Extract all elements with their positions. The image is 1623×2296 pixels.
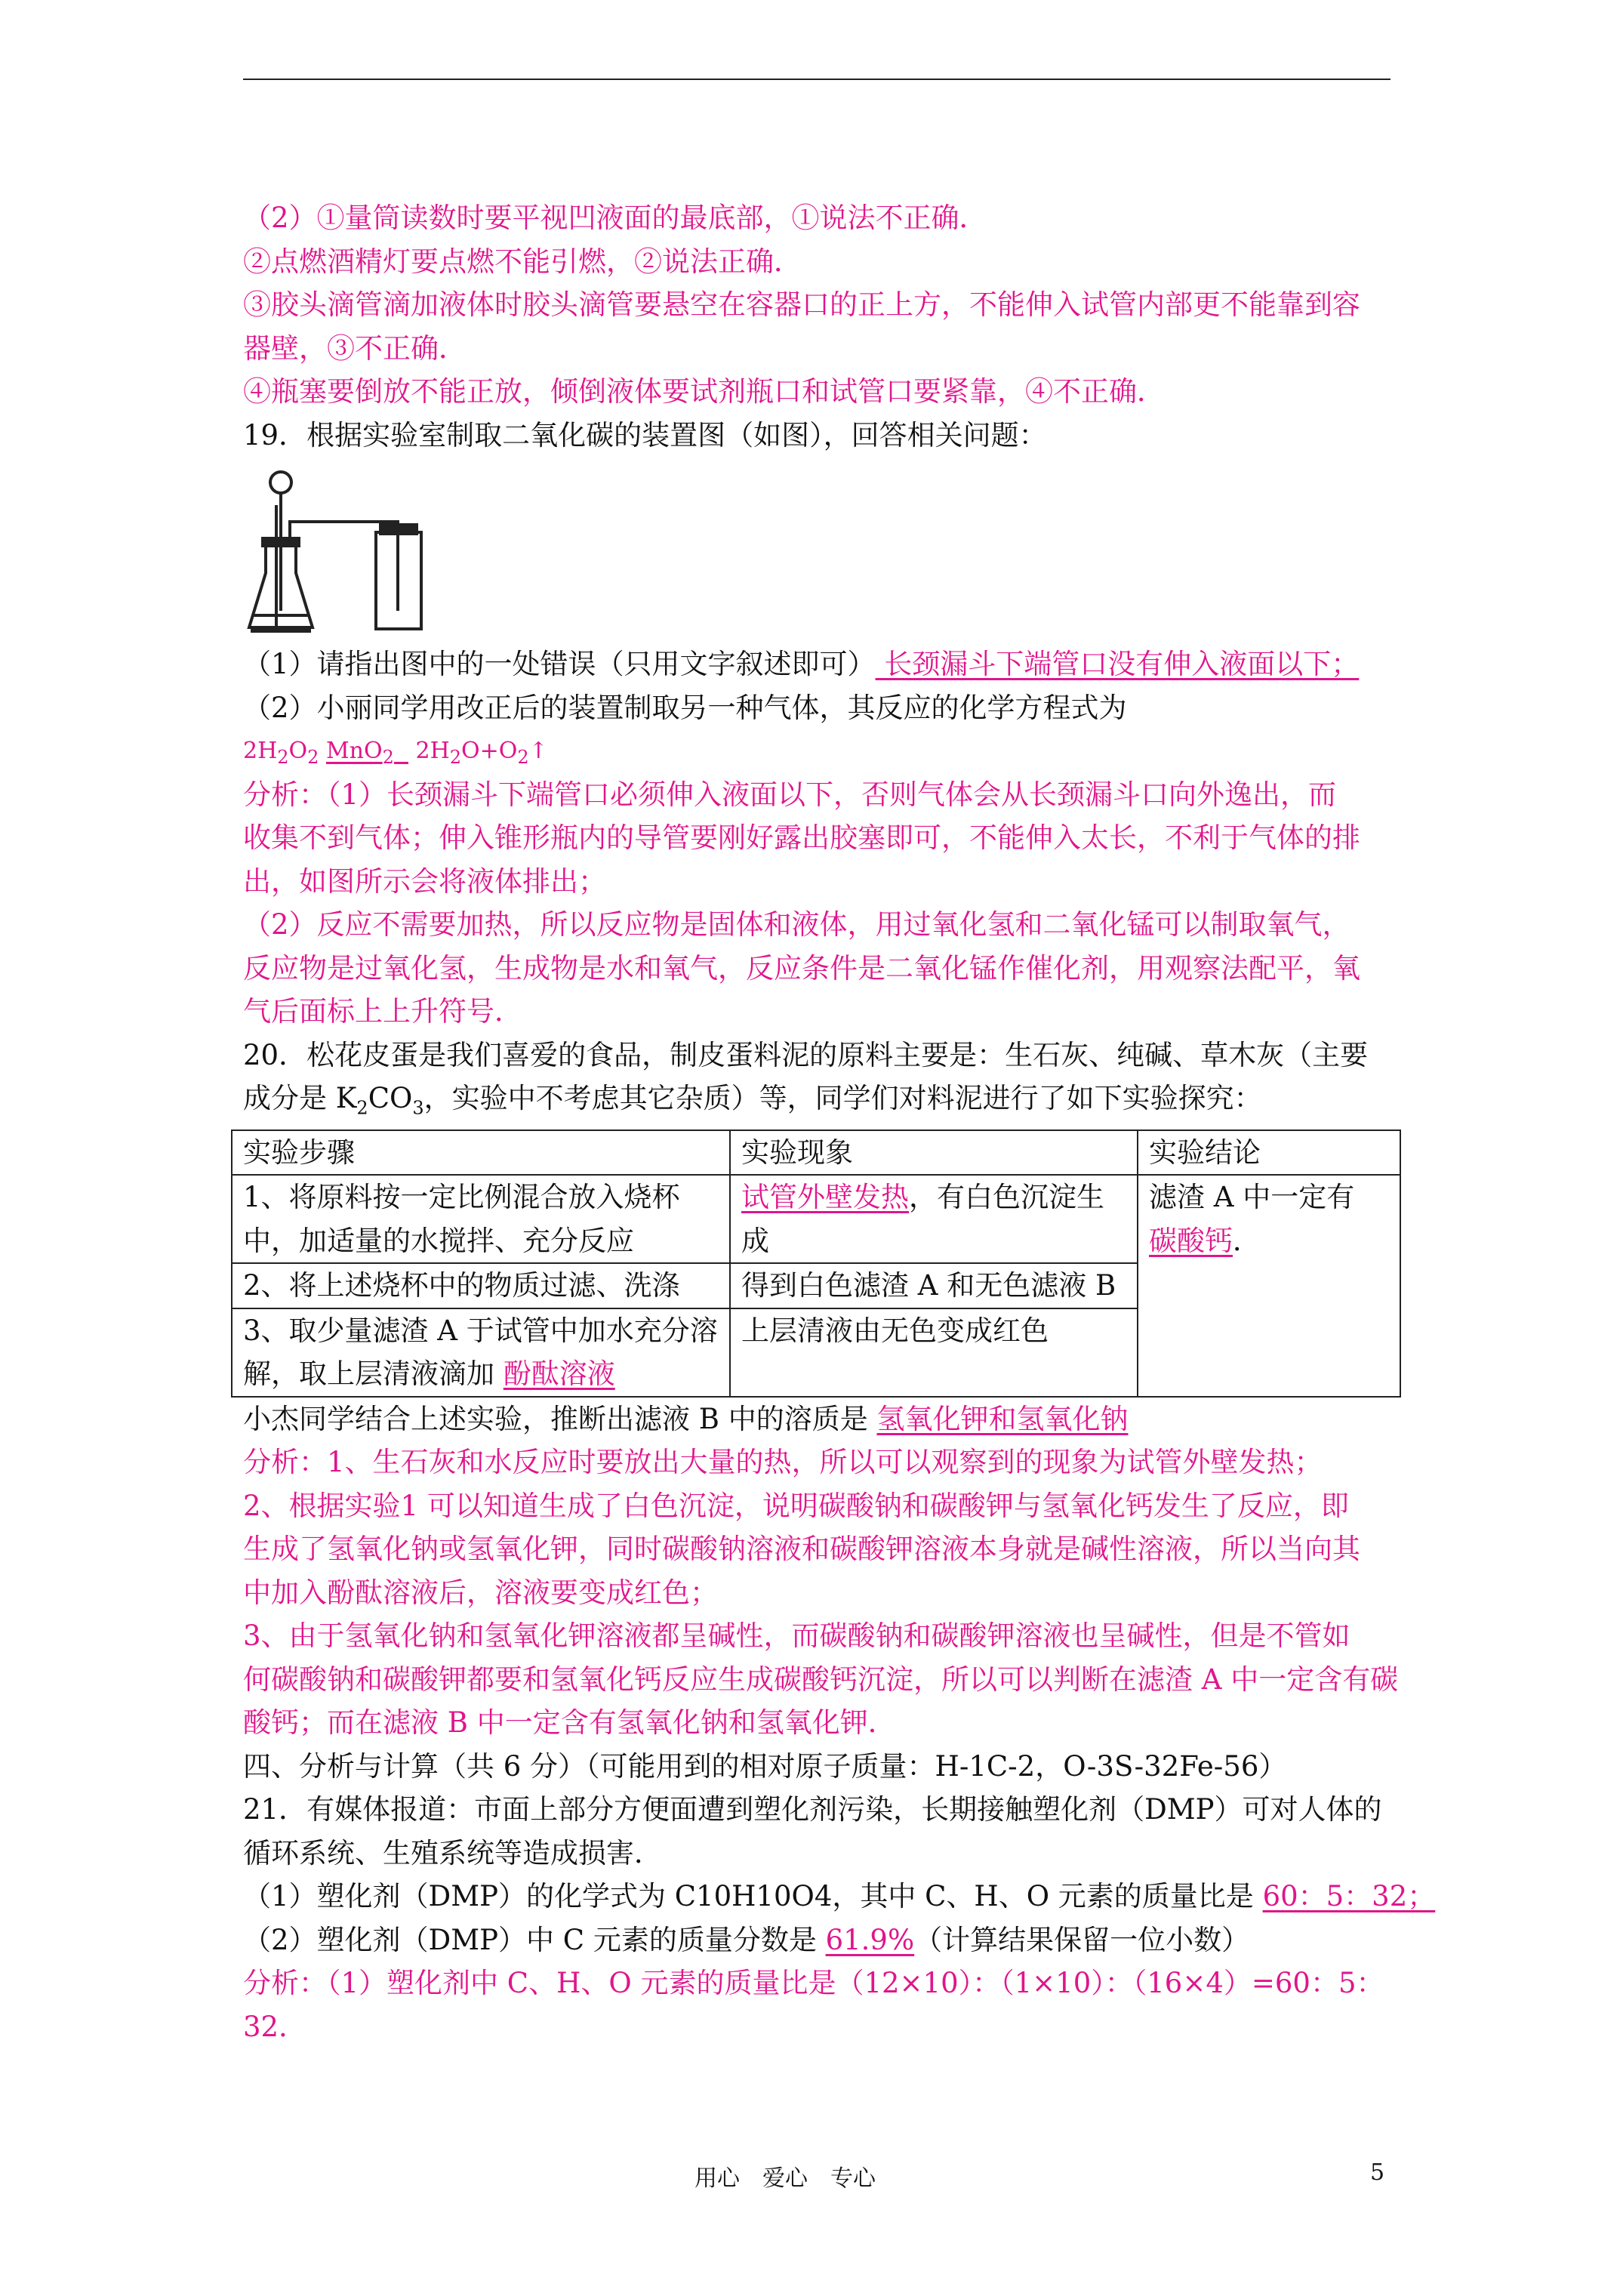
eq-product-mid: O+O <box>461 738 518 764</box>
text-line: 器壁，③不正确． <box>243 331 467 365</box>
text-line: （2）①量筒读数时要平视凹液面的最底部，①说法不正确． <box>243 202 987 234</box>
q20-conclusion-line <box>243 1398 1390 1441</box>
q21-part1-lead: （1）塑化剂（DMP）的化学式为 C10H10O4，其中 C、H、O 元素的质量比是 <box>243 1880 1263 1912</box>
q20-intro-2 <box>243 1077 1390 1120</box>
analysis-line: 酸钙；而在滤液 B 中一定含有氢氧化钠和氢氧化钾． <box>243 1706 896 1739</box>
row1-observation-answer: 试管外壁发热 <box>741 1181 909 1213</box>
q21-part2-answer: 61.9% <box>825 1923 915 1956</box>
analysis-line: 2、根据实验1 可以知道生成了白色沉淀，说明碳酸钠和碳酸钾与氢氧化钙发生了反应，即 <box>243 1489 1349 1522</box>
eq-sub: 2 <box>449 747 462 768</box>
analysis-line: 中加入酚酞溶液后，溶液要变成红色； <box>243 1576 718 1609</box>
analysis-line: 何碳酸钠和碳酸钾都要和氢氧化钙反应生成碳酸钙沉淀，所以可以判断在滤渣 A 中一定含有碳 <box>243 1663 1399 1696</box>
analysis-line: 气后面标上上升符号． <box>243 995 522 1028</box>
conclusion-end: ． <box>1233 1224 1261 1257</box>
header-observation: 实验现象 <box>730 1130 1138 1176</box>
co2-apparatus-figure <box>243 460 1390 641</box>
eq-sub: 2 <box>382 747 394 768</box>
header-conclusion: 实验结论 <box>1138 1130 1400 1176</box>
analysis-line: 收集不到气体；伸入锥形瓶内的导管要刚好露出胶塞即可，不能伸入太长，不利于气体的排 <box>243 821 1360 854</box>
header-step: 实验步骤 <box>232 1130 730 1176</box>
q20-intro-1: 20．松花皮蛋是我们喜爱的食品，制皮蛋料泥的原料主要是：生石灰、纯碱、草木灰（主要 <box>243 1038 1369 1071</box>
q21-part1 <box>243 1875 1436 1918</box>
analysis-line: 3、由于氢氧化钠和氢氧化钾溶液都呈碱性，而碳酸钠和碳酸钾溶液也呈碱性，但是不管如 <box>243 1620 1350 1652</box>
conclusion-lead: 滤渣 A 中一定有 <box>1149 1181 1355 1213</box>
row3-step-answer: 酚酞溶液 <box>503 1358 615 1390</box>
analysis-line: 出，如图所示会将液体排出； <box>243 864 606 898</box>
analysis-line: 分析：（1）长颈漏斗下端管口必须伸入液面以下，否则气体会从长颈漏斗口向外逸出，而 <box>243 778 1337 811</box>
answer-18-lines <box>243 196 1390 457</box>
question-19-prompt: 19．根据实验室制取二氧化碳的装置图（如图），回答相关问题： <box>243 418 1047 451</box>
q21-part1-answer: 60：5：32； <box>1262 1880 1436 1912</box>
q21-part2-end: （计算结果保留一位小数） <box>914 1923 1250 1956</box>
eq-catalyst-text: MnO <box>325 738 383 764</box>
analysis-19 <box>243 773 1390 1034</box>
q19-part1-answer: 长颈漏斗下端管口没有伸入液面以下； <box>875 648 1360 680</box>
eq-product: 2H <box>415 738 450 764</box>
analysis-20 <box>243 1441 1399 1745</box>
q20-conclusion-lead: 小杰同学结合上述实验，推断出滤液 B 中的溶质是 <box>243 1402 877 1435</box>
row1-observation-rest: ，有白色沉淀生成 <box>741 1181 1104 1257</box>
analysis-line: （2）反应不需要加热，所以反应物是固体和液体，用过氧化氢和二氧化锰可以制取氧气， <box>243 908 1350 941</box>
q21-analysis-1: 分析：（1）塑化剂中 C、H、O 元素的质量比是（12×10）：（1×10）：（16×4）=60：5： <box>243 1967 1384 1999</box>
conclusion-cell <box>1138 1175 1400 1397</box>
eq-reactant-o: O <box>288 738 308 764</box>
footer-motto: 用心 爱心 专心 <box>694 2165 876 2192</box>
formula-sub: 3 <box>412 1097 424 1119</box>
row3-step <box>232 1308 730 1397</box>
table-row <box>232 1175 1400 1263</box>
row1-step: 1、将原料按一定比例混合放入烧杯中，加适量的水搅拌、充分反应 <box>232 1175 730 1263</box>
eq-sub: 2 <box>517 747 529 768</box>
page-body <box>243 196 1436 2048</box>
text-line: ③胶头滴管滴加液体时胶头滴管要悬空在容器口的正上方，不能伸入试管内部更不能靠到容 <box>243 288 1360 321</box>
text-line: ②点燃酒精灯要点燃不能引燃，②说法正确． <box>243 245 802 278</box>
row3-step-text: 3、取少量滤渣 A 于试管中加水充分溶解，取上层清液滴加 <box>243 1314 718 1390</box>
q20-intro-text: ，实验中不考虑其它杂质）等，同学们对料泥进行了如下实验探究： <box>423 1082 1262 1114</box>
q20-conclusion-answer: 氢氧化钾和氢氧化钠 <box>876 1402 1129 1435</box>
q21-part2-lead: （2）塑化剂（DMP）中 C 元素的质量分数是 <box>243 1923 826 1956</box>
row2-step: 2、将上述烧杯中的物质过滤、洗涤 <box>232 1263 730 1308</box>
eq-sub: 2 <box>307 747 319 768</box>
row2-observation: 得到白色滤渣 A 和无色滤液 B <box>730 1263 1138 1308</box>
eq-reactant: 2H <box>243 738 278 764</box>
section-4-heading: 四、分析与计算（共 6 分）（可能用到的相对原子质量：H-1C-2，O-3S-32Fe-56） <box>243 1749 1287 1783</box>
row3-observation: 上层清液由无色变成红色 <box>730 1308 1138 1397</box>
q19-part1-lead: （1）请指出图中的一处错误（只用文字叙述即可） <box>243 648 876 680</box>
analysis-line: 分析：1、生石灰和水反应时要放出大量的热，所以可以观察到的现象为试管外壁发热； <box>243 1446 1323 1478</box>
eq-arrow: ↑ <box>528 738 548 764</box>
q19-part2-lead: （2）小丽同学用改正后的装置制取另一种气体，其反应的化学方程式为 <box>243 691 1127 724</box>
experiment-table <box>231 1130 1401 1398</box>
q20-intro-text: 成分是 K <box>243 1082 357 1114</box>
q21-part2 <box>243 1918 1390 1962</box>
eq-catalyst <box>325 738 408 768</box>
q21-text-1: 21．有媒体报道：市面上部分方便面遭到塑化剂污染，长期接触塑化剂（DMP）可对人体的 <box>243 1793 1382 1826</box>
table-header-row <box>232 1130 1400 1176</box>
header-rule <box>243 79 1390 80</box>
formula-sub: 2 <box>356 1097 368 1119</box>
row1-observation <box>730 1175 1138 1263</box>
q20-intro-text: CO <box>368 1082 413 1114</box>
apparatus-diagram <box>243 460 439 641</box>
analysis-line: 反应物是过氧化氢，生成物是水和氧气，反应条件是二氧化锰作催化剂，用观察法配平，氧 <box>243 951 1360 985</box>
q21-text-2: 循环系统、生殖系统等造成损害． <box>243 1836 662 1869</box>
q21-analysis-2: 32． <box>243 2010 307 2043</box>
conclusion-answer: 碳酸钙 <box>1149 1224 1233 1257</box>
page-number: 5 <box>1370 2159 1385 2186</box>
chemical-equation <box>243 729 1390 773</box>
text-line: ④瓶塞要倒放不能正放，倾倒液体要试剂瓶口和试管口要紧靠，④不正确． <box>243 375 1165 408</box>
analysis-line: 生成了氢氧化钠或氢氧化钾，同时碳酸钠溶液和碳酸钾溶液本身就是碱性溶液，所以当向其 <box>243 1533 1360 1565</box>
eq-sub: 2 <box>277 747 289 768</box>
